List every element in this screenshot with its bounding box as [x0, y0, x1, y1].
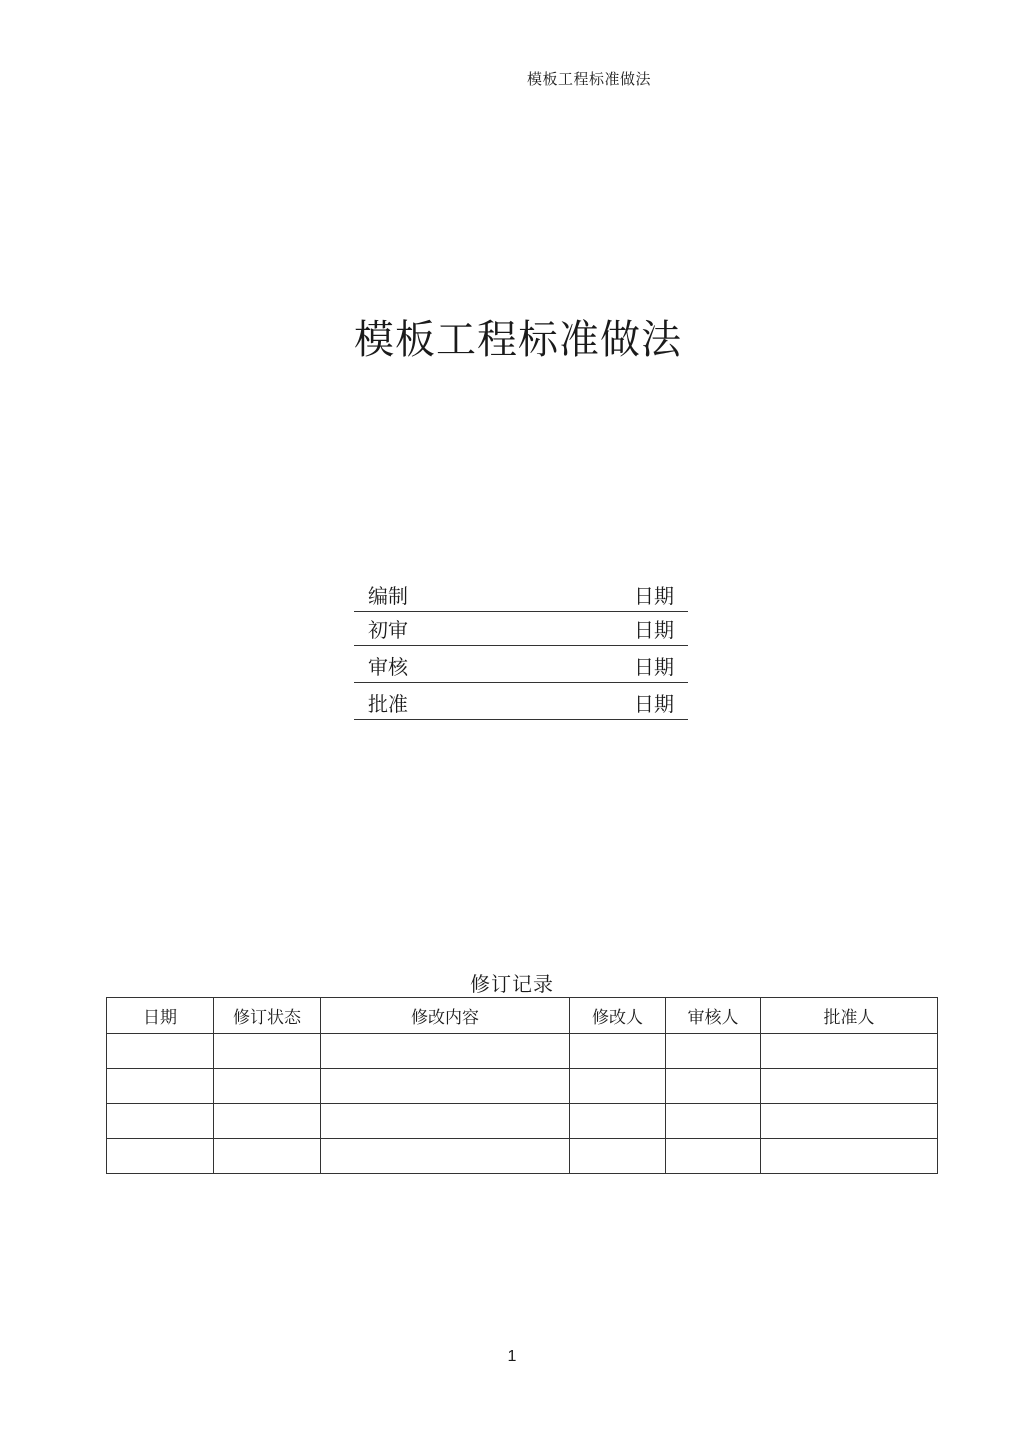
signoff-date-label: 日期	[634, 655, 674, 679]
table-row	[107, 1034, 938, 1069]
table-cell	[570, 1104, 666, 1139]
table-cell	[107, 1139, 214, 1174]
signoff-role: 批准	[368, 692, 408, 716]
revision-record-table	[106, 997, 938, 1174]
table-cell	[666, 1069, 761, 1104]
table-cell	[761, 1104, 938, 1139]
table-header-row	[107, 998, 938, 1034]
table-cell	[107, 1069, 214, 1104]
table-cell	[321, 1034, 570, 1069]
signoff-role: 审核	[368, 655, 408, 679]
signoff-role: 编制	[368, 584, 408, 608]
table-row	[107, 1104, 938, 1139]
table-cell	[321, 1069, 570, 1104]
signoff-row-approve	[354, 683, 688, 720]
document-title: 模板工程标准做法	[354, 317, 682, 363]
column-header-approver: 批准人	[761, 998, 938, 1034]
column-header-revision-status: 修订状态	[214, 998, 321, 1034]
table-cell	[666, 1139, 761, 1174]
running-header: 模板工程标准做法	[527, 70, 652, 88]
table-cell	[570, 1139, 666, 1174]
column-header-date: 日期	[107, 998, 214, 1034]
revision-record-caption: 修订记录	[470, 972, 554, 996]
table-cell	[214, 1104, 321, 1139]
table-cell	[570, 1034, 666, 1069]
signoff-date-label: 日期	[634, 584, 674, 608]
signoff-row-compile	[354, 578, 688, 612]
table-cell	[321, 1139, 570, 1174]
table-cell	[214, 1034, 321, 1069]
table-row	[107, 1069, 938, 1104]
table-row	[107, 1139, 938, 1174]
table-cell	[107, 1104, 214, 1139]
signoff-date-label: 日期	[634, 692, 674, 716]
table-cell	[214, 1069, 321, 1104]
table-cell	[666, 1104, 761, 1139]
signoff-row-review	[354, 646, 688, 683]
table-cell	[321, 1104, 570, 1139]
signoff-date-label: 日期	[634, 618, 674, 642]
column-header-change-content: 修改内容	[321, 998, 570, 1034]
signoff-role: 初审	[368, 618, 408, 642]
table-cell	[107, 1034, 214, 1069]
signoff-row-initial-review	[354, 612, 688, 646]
signoff-block	[354, 578, 688, 720]
table-cell	[761, 1034, 938, 1069]
column-header-modifier: 修改人	[570, 998, 666, 1034]
table-cell	[761, 1139, 938, 1174]
column-header-reviewer: 审核人	[666, 998, 761, 1034]
table-cell	[761, 1069, 938, 1104]
page-number: 1	[507, 1348, 517, 1365]
table-cell	[570, 1069, 666, 1104]
table-cell	[666, 1034, 761, 1069]
table-cell	[214, 1139, 321, 1174]
